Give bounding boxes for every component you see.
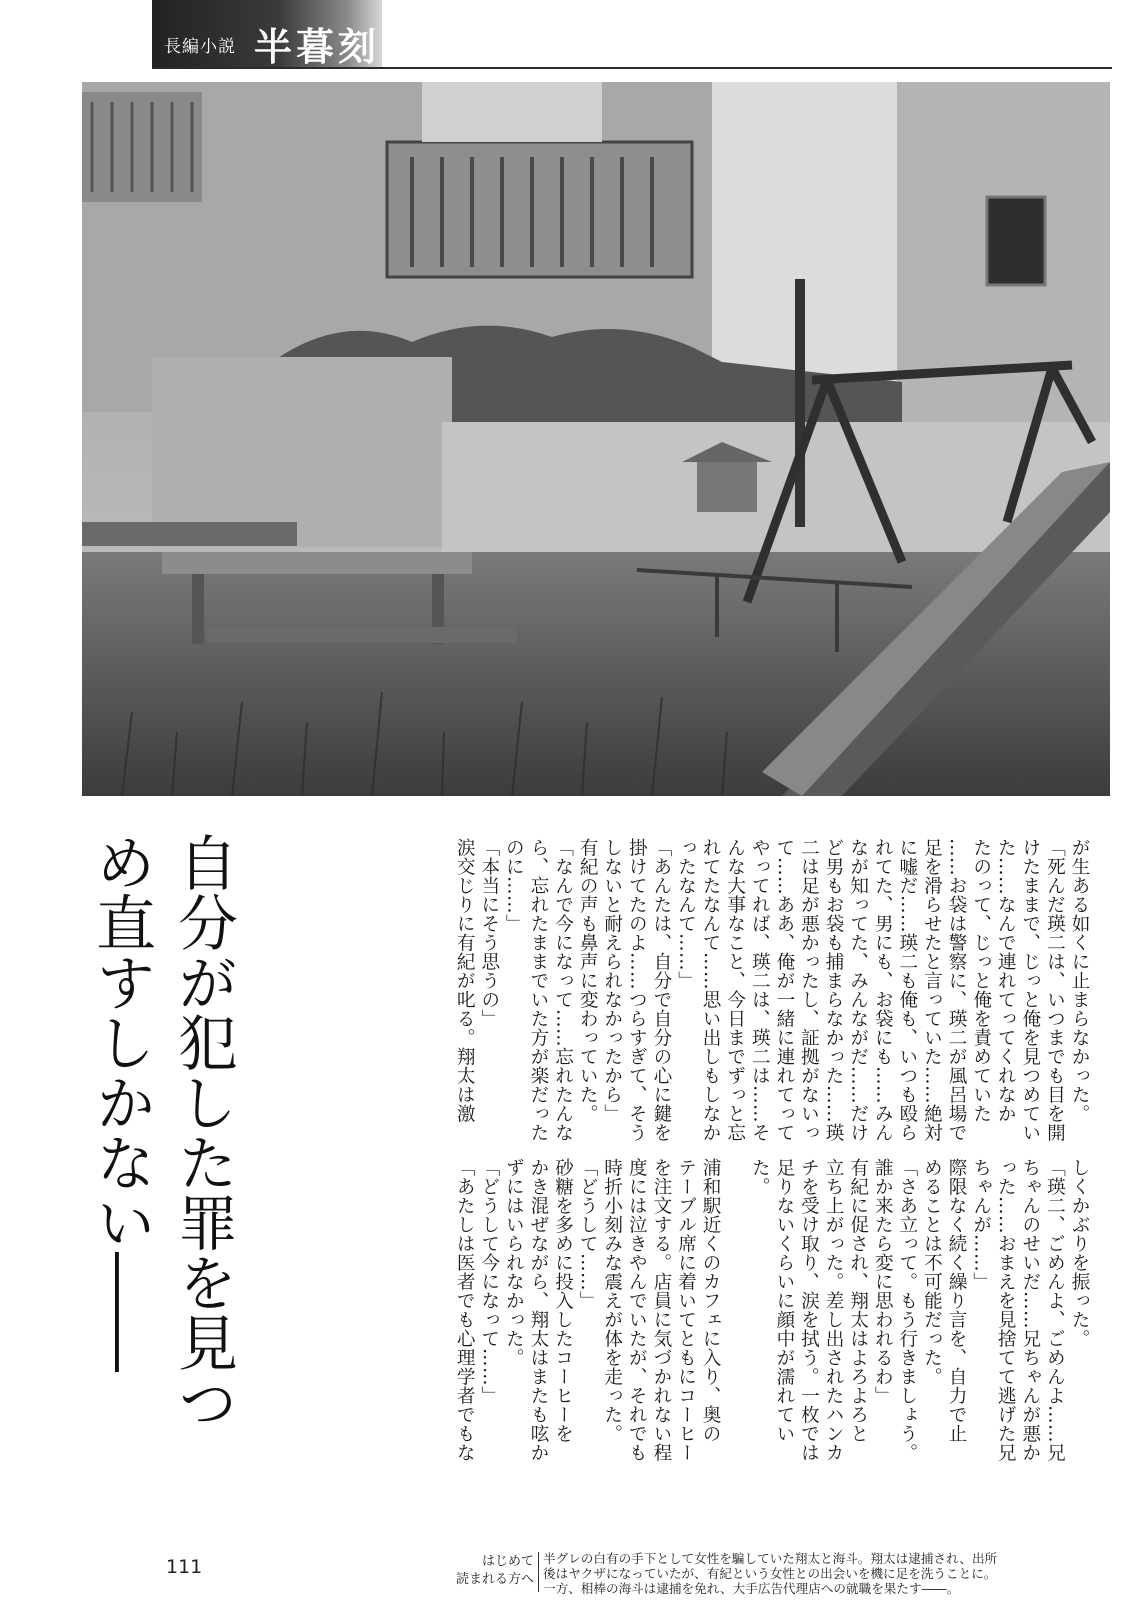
series-label: 長編小説 [164, 37, 236, 57]
body-text-lower: しくかぶりを振った。 「瑛二、ごめんよ、ごめんよ……兄 ちゃんのせいだ……兄ちゃんが悪か った……おまえを見捨てて逃げた兄 ちゃんが……」 際限なく続く繰り言を、自力で止 めることは不可能だった。 「さあ立って。もう行きましょう。 誰か来たら変に思われるわ」 有紀に促され、翔太はよろよろと 立ち上がった。差し出されたハンカ チを受け取り、涙を拭う。一枚では 足りないくらいに顔中が濡れてい た。 浦和駅近くのカフェに入り、奥の テーブル席に着いてともにコーヒー を注文する。店員に気づかれない程 度には泣きやんでいたが、それでも 時折小刻みな震えが体を走った。 「どうして……」 砂糖を多めに投入したコーヒーを かき混ぜながら、翔太はまたも呟か ずにはいられなかった。 「どうして今になって……」 「あたしは医者でも心理学者でもな [454, 1158, 1090, 1462]
intro-label [452, 1553, 534, 1589]
synopsis-line: 半グレの白有の手下として女性を騙していた翔太と海斗。翔太は逮捕され、出所 [543, 1551, 998, 1566]
page-number: 111 [166, 1556, 203, 1578]
synopsis [543, 1551, 1113, 1596]
body-text-upper: が生ある如くに止まらなかった。 「死んだ瑛二は、いつまでも目を開 けたままで、じっと俺を見つめてい た……なんで連れてってくれなか たのって、じっと俺を責めていた ……お袋は警察に、瑛二が風呂場で 足を滑らせたと言っていた……絶対 に嘘だ……瑛二も俺も、いつも殴ら れてた、男にも、お袋にも……みん なが知ってた、みんながだ……だけ ど男もお袋も捕まらなかった……瑛 二は足が悪かったし、証拠がないっ て……ああ、俺が一緒に連れてって やってれば、瑛二は、瑛二は……そ んな大事なこと、今日までずっと忘 れてたなんて……思い出しもしなか ったなんて……」 「あんたは、自分で自分の心に鍵を 掛けてたのよ……つらすぎて、そう しないと耐えられなかったから」 有紀の声も鼻声に変わっていた。 「なんで今になって……忘れたんな ら、忘れたままでいた方が楽だった のに……」 「本当にそう思うの」 涙交じりに有紀が叱る。翔太は激 [454, 838, 1090, 1142]
headline: 自分が犯した罪を見つめ直すしかない―― [86, 832, 238, 1432]
playground-night-illustration [82, 82, 1110, 796]
intro-label-line: 読まれる方へ [455, 1572, 534, 1587]
novel-title: 半暮刻 [254, 24, 381, 69]
intro-separator [538, 1552, 539, 1592]
intro-label-line: はじめて [481, 1554, 534, 1569]
synopsis-line: 一方、相棒の海斗は逮捕を免れ、大手広告代理店への就職を果たす――。 [543, 1581, 960, 1596]
synopsis-line: 後はヤクザになっていたが、有紀という女性との出会いを機に足を洗うことに。 [543, 1566, 997, 1581]
